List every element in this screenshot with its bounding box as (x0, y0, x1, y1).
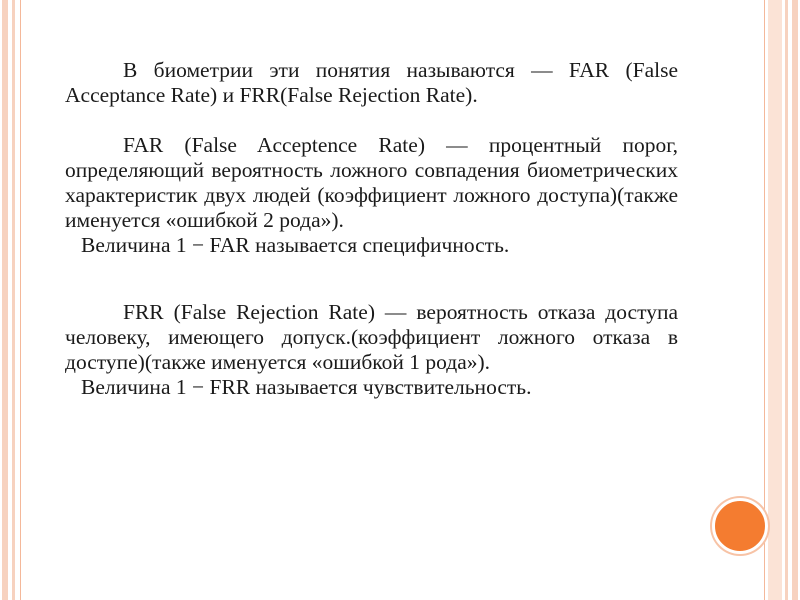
frr-definition: FRR (False Rejection Rate) — вероятность отказа доступа человеку, имеющего допуск.(коэффициент ложного отказа в доступе)(также именуется «ошибкой 1 рода»). (65, 300, 678, 374)
frr-value-line: Величина 1 − FRR называется чувствительность. (81, 375, 532, 399)
right-frame-band (768, 0, 782, 600)
slide-content (65, 58, 678, 400)
right-frame-strip (792, 0, 798, 600)
intro-paragraph: В биометрии эти понятия называются — FAR (False Acceptance Rate) и FRR(False Rejection Rate). (65, 58, 678, 107)
left-frame-strip (2, 0, 8, 600)
left-frame-line (20, 0, 21, 600)
far-value-line: Величина 1 − FAR называется специфичность. (81, 233, 510, 257)
spacer (65, 258, 678, 300)
right-frame-strip-inner (785, 0, 788, 600)
far-definition: FAR (False Acceptence Rate) — процентный порог, определяющий вероятность ложного совпадения биометрических характеристик двух людей (коэффициент ложного доступа)(также именуется «ошибкой 2 рода»). (65, 133, 678, 232)
decorative-circle (712, 498, 768, 554)
left-frame-strip-inner (12, 0, 15, 600)
spacer (65, 108, 678, 133)
right-frame-line (764, 0, 765, 600)
